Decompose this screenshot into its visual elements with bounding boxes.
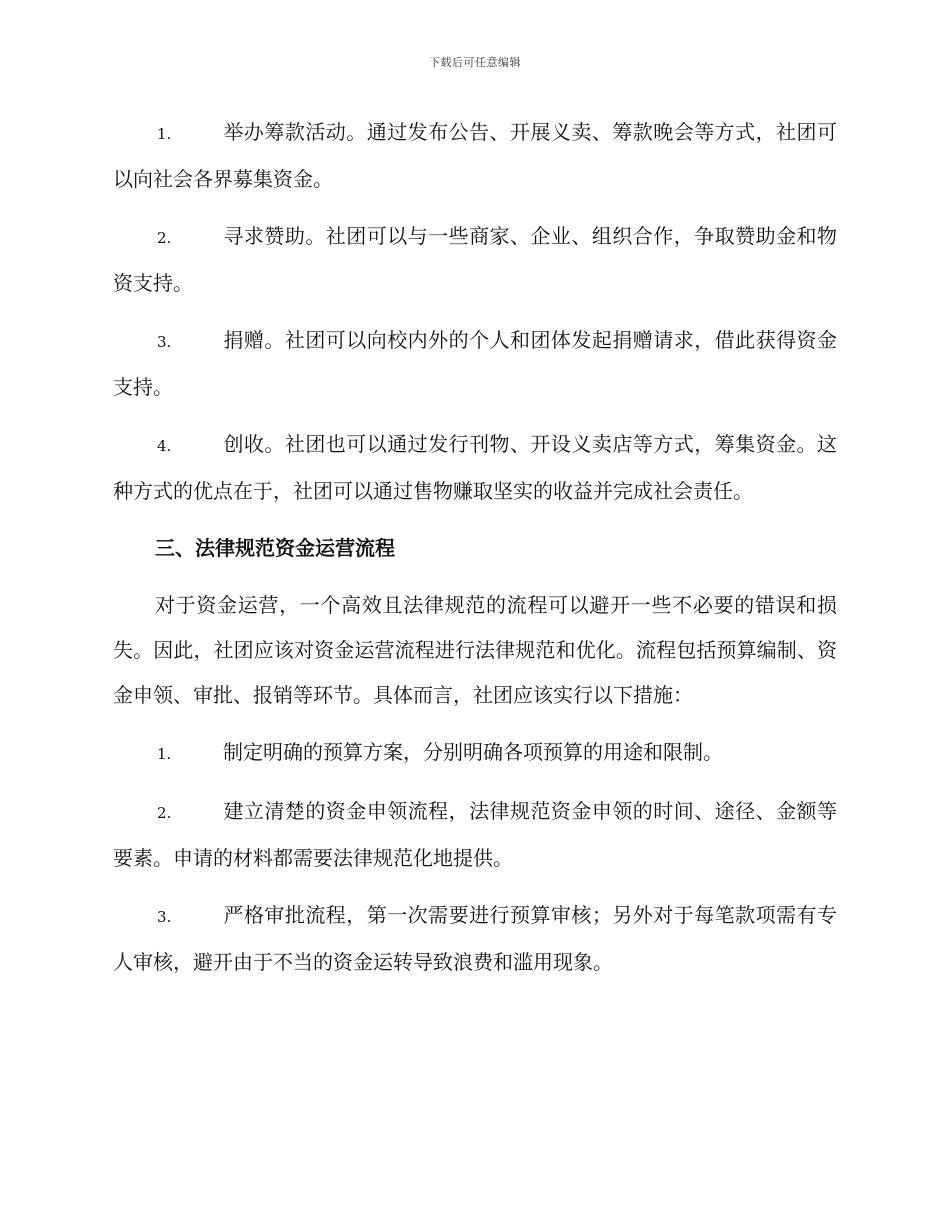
list-item-text: 制定明确的预算方案，分别明确各项预算的用途和限制。 bbox=[223, 740, 723, 764]
list-number: 1. bbox=[157, 125, 172, 143]
measure-item-1 bbox=[113, 730, 837, 777]
funding-item-2 bbox=[113, 214, 837, 306]
document-body bbox=[113, 110, 837, 997]
funding-item-1 bbox=[113, 110, 837, 202]
list-item-text: 创收。社团也可以通过发行刊物、开设义卖店等方式，筹集资金。这种方式的优点在于，社团可以通过售物赚取坚实的收益并完成社会责任。 bbox=[113, 432, 837, 503]
measure-item-2 bbox=[113, 789, 837, 881]
list-number: 2. bbox=[157, 229, 172, 247]
list-item-text: 寻求赞助。社团可以与一些商家、企业、组织合作，争取赞助金和物资支持。 bbox=[113, 224, 837, 295]
list-number: 3. bbox=[157, 908, 172, 926]
page-header: 下载后可任意编辑 bbox=[429, 56, 521, 69]
list-number: 3. bbox=[157, 333, 172, 351]
section-intro: 对于资金运营，一个高效且法律规范的流程可以避开一些不必要的错误和损失。因此，社团应该对资金运营流程进行法律规范和优化。流程包括预算编制、资金申领、审批、报销等环节。具体而言，社团应该实行以下措施： bbox=[113, 593, 837, 707]
list-item-text: 建立清楚的资金申领流程，法律规范资金申领的时间、途径、金额等要素。申请的材料都需要法律规范化地提供。 bbox=[113, 799, 837, 870]
list-number: 1. bbox=[157, 745, 172, 763]
list-item-text: 严格审批流程，第一次需要进行预算审核；另外对于每笔款项需有专人审核，避开由于不当的资金运转导致浪费和滥用现象。 bbox=[113, 903, 837, 974]
section-heading: 三、法律规范资金运营流程 bbox=[155, 536, 395, 560]
list-number: 4. bbox=[157, 437, 172, 455]
funding-item-3 bbox=[113, 318, 837, 410]
measure-item-3 bbox=[113, 893, 837, 985]
funding-item-4 bbox=[113, 422, 837, 514]
list-item-text: 捐赠。社团可以向校内外的个人和团体发起捐赠请求，借此获得资金支持。 bbox=[113, 328, 837, 399]
list-number: 2. bbox=[157, 804, 172, 822]
list-item-text: 举办筹款活动。通过发布公告、开展义卖、筹款晚会等方式，社团可以向社会各界募集资金。 bbox=[113, 120, 837, 191]
